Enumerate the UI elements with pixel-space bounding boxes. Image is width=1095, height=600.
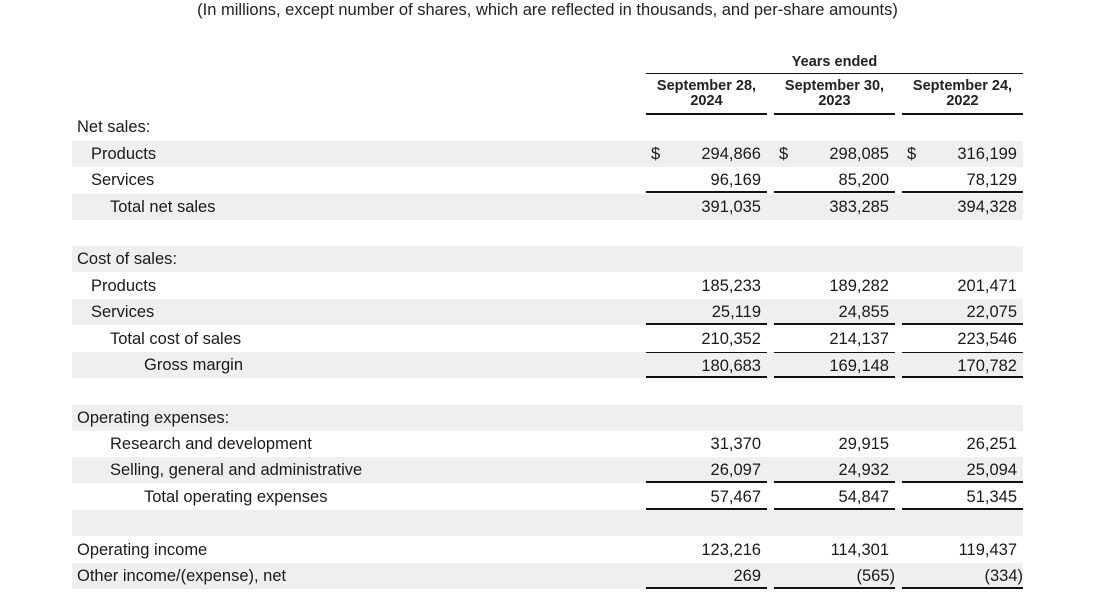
cell-value: 24,855: [838, 303, 889, 321]
cell-2023: [774, 352, 895, 378]
row-label: Research and development: [110, 435, 312, 453]
row-total-net-sales: [72, 194, 1023, 220]
currency-symbol: $: [907, 145, 917, 163]
column-header-year: 2022: [946, 93, 979, 109]
row-label: Products: [91, 145, 157, 163]
cell-value: 170,782: [957, 357, 1017, 375]
cell-2022: [902, 273, 1023, 299]
row-spacer: [72, 378, 1023, 404]
row-label: Services: [91, 171, 155, 189]
column-header-date: September 30,: [784, 78, 885, 94]
row-cost-services: [72, 299, 1023, 325]
cell-value: 185,233: [701, 277, 761, 295]
row-other-income-expense: [72, 563, 1023, 589]
row-spacer: [72, 220, 1023, 246]
row-label: Total net sales: [110, 198, 216, 216]
cell-2022: [902, 431, 1023, 457]
column-header-2024: [646, 79, 767, 115]
row-label: Selling, general and administrative: [110, 461, 363, 479]
cell-2024: [646, 141, 767, 167]
cell-2022: [902, 484, 1023, 510]
cell-value: 51,345: [966, 488, 1017, 506]
cell-2024: [646, 563, 767, 589]
currency-symbol: $: [779, 145, 789, 163]
row-label: Gross margin: [144, 356, 244, 374]
cell-value: 383,285: [829, 198, 889, 216]
cell-value: 316,199: [957, 145, 1017, 163]
cell-value: 294,866: [701, 145, 761, 163]
column-header-2023: [774, 79, 895, 115]
cell-value: 189,282: [829, 277, 889, 295]
cell-2022: [902, 537, 1023, 563]
cell-value: 25,094: [966, 461, 1017, 479]
cell-value: 29,915: [838, 435, 889, 453]
cell-value: 26,097: [710, 461, 761, 479]
row-operating-expenses-heading: [72, 405, 1023, 431]
row-total-operating-expenses: [72, 484, 1023, 510]
cell-2024: [646, 537, 767, 563]
cell-2024: [646, 167, 767, 193]
cell-2024: [646, 352, 767, 378]
row-selling-general-admin: [72, 457, 1023, 483]
years-ended-header: Years ended: [791, 54, 878, 70]
table-subtitle: (In millions, except number of shares, which are reflected in thousands, and per-share amounts): [197, 1, 898, 19]
row-label: Services: [91, 303, 155, 321]
cell-value: 31,370: [710, 435, 761, 453]
row-operating-income: [72, 537, 1023, 563]
row-label: Other income/(expense), net: [77, 567, 287, 585]
cell-value: 394,328: [957, 198, 1017, 216]
row-research-development: [72, 431, 1023, 457]
cell-2024: [646, 194, 767, 220]
cell-2023: [774, 563, 895, 589]
column-header-year: 2023: [818, 93, 851, 109]
cell-2023: [774, 457, 895, 483]
row-cost-of-sales-heading: [72, 246, 1023, 272]
cell-2023: [774, 273, 895, 299]
column-header-year: 2024: [690, 93, 723, 109]
cell-value: 391,035: [701, 198, 761, 216]
cell-2023: [774, 431, 895, 457]
cell-value: 24,932: [838, 461, 889, 479]
row-label: Net sales:: [77, 118, 151, 136]
cell-value: 22,075: [966, 303, 1017, 321]
cell-2024: [646, 431, 767, 457]
cell-value: 25,119: [711, 303, 761, 321]
cell-value: 119,437: [958, 541, 1017, 559]
years-ended-rule: [646, 73, 1023, 74]
row-net-sales-products: [72, 141, 1023, 167]
cell-2024: [646, 326, 767, 352]
cell-value: 85,200: [838, 171, 889, 189]
cell-2022: [902, 194, 1023, 220]
cell-value: 214,137: [829, 330, 889, 348]
column-header-date: September 28,: [656, 78, 757, 94]
row-label: Cost of sales:: [77, 250, 177, 268]
cell-2023: [774, 537, 895, 563]
cell-2024: [646, 484, 767, 510]
cell-2022: [902, 299, 1023, 325]
cell-value: (565): [856, 567, 895, 585]
column-header-2022: [902, 79, 1023, 115]
cell-2022: [902, 563, 1023, 589]
row-net-sales-services: [72, 167, 1023, 193]
cell-value: (334): [984, 567, 1023, 585]
row-total-cost-of-sales: [72, 326, 1023, 352]
cell-value: 114,301: [830, 541, 889, 559]
cell-value: 123,216: [701, 541, 761, 559]
cell-2022: [902, 141, 1023, 167]
row-label: Operating expenses:: [77, 409, 230, 427]
row-gross-margin: [72, 352, 1023, 378]
cell-value: 26,251: [966, 435, 1017, 453]
row-label: Operating income: [77, 541, 208, 559]
cell-value: 223,546: [957, 330, 1017, 348]
cell-value: 78,129: [966, 171, 1017, 189]
row-label: Total cost of sales: [110, 330, 242, 348]
cell-2022: [902, 352, 1023, 378]
cell-2023: [774, 326, 895, 352]
cell-2023: [774, 167, 895, 193]
cell-2023: [774, 299, 895, 325]
cell-value: 180,683: [701, 357, 761, 375]
row-label: Total operating expenses: [144, 488, 328, 506]
cell-value: 96,169: [710, 171, 761, 189]
row-cost-products: [72, 273, 1023, 299]
cell-2023: [774, 194, 895, 220]
cell-2024: [646, 299, 767, 325]
cell-value: 201,471: [957, 277, 1017, 295]
row-label: Products: [91, 277, 157, 295]
row-spacer: [72, 510, 1023, 536]
cell-value: 210,352: [701, 330, 761, 348]
cell-value: 57,467: [710, 488, 761, 506]
cell-value: 169,148: [829, 357, 889, 375]
cell-2022: [902, 326, 1023, 352]
row-net-sales-heading: [72, 114, 1023, 140]
cell-2022: [902, 457, 1023, 483]
column-header-date: September 24,: [912, 78, 1013, 94]
cell-value: 298,085: [829, 145, 889, 163]
cell-2023: [774, 141, 895, 167]
cell-2024: [646, 273, 767, 299]
cell-value: 54,847: [838, 488, 889, 506]
currency-symbol: $: [651, 145, 661, 163]
cell-2023: [774, 484, 895, 510]
cell-value: 269: [733, 567, 761, 585]
cell-2024: [646, 457, 767, 483]
cell-2022: [902, 167, 1023, 193]
